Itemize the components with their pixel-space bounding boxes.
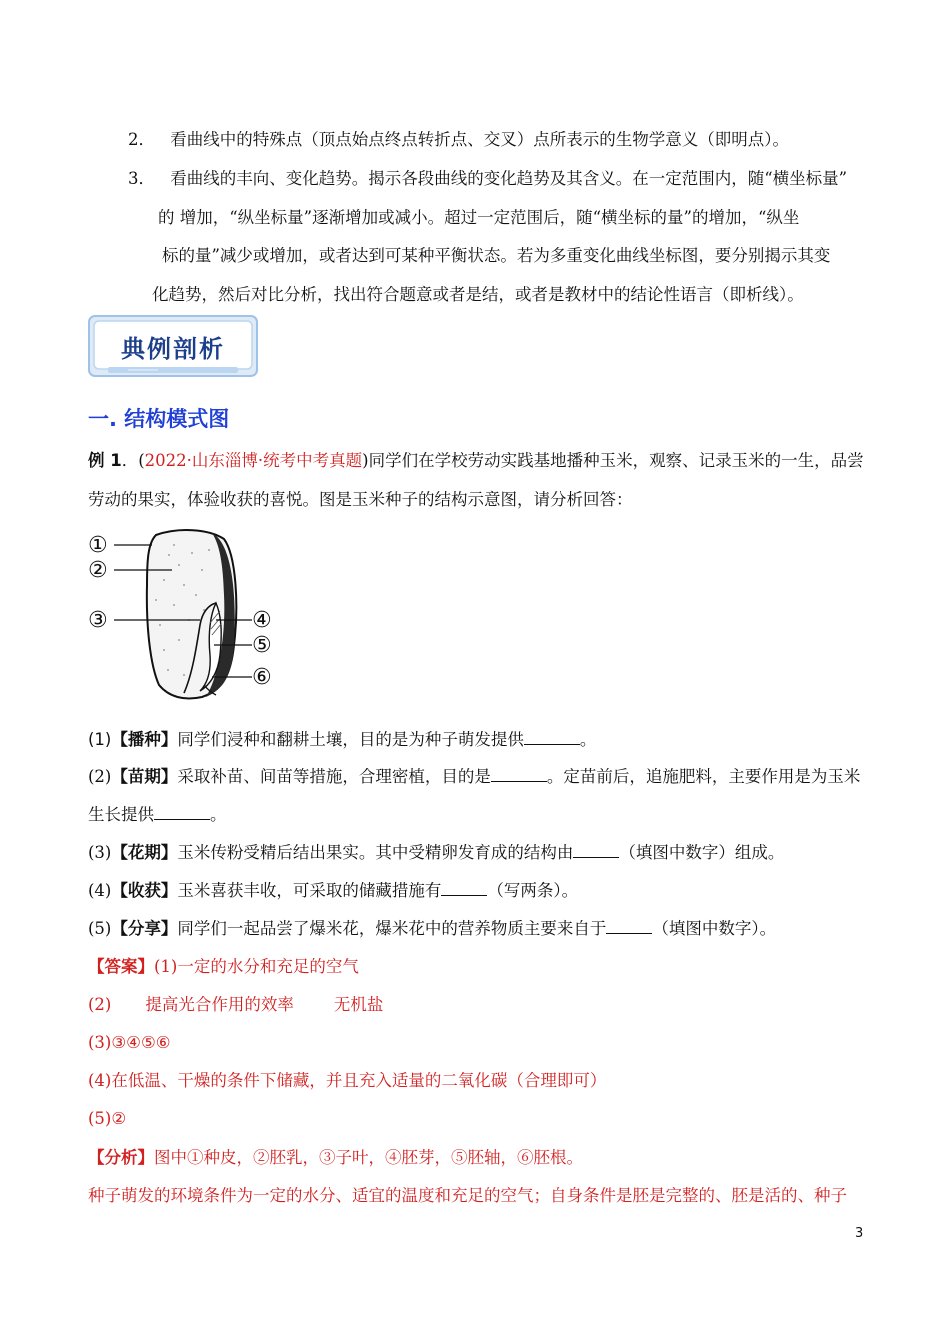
question-text: 同学们一起品尝了爆米花，爆米花中的营养物质主要来自于 — [177, 919, 607, 938]
question-1 — [88, 730, 596, 750]
figure-label-5: ⑤ — [252, 633, 272, 658]
answer-blank — [606, 919, 652, 934]
intro-item-2 — [128, 130, 789, 150]
question-text: 生长提供 — [88, 805, 154, 824]
question-end: 。 — [579, 730, 597, 749]
question-tag: 【收获】 — [111, 881, 178, 900]
item-text: 看曲线中的特殊点（顶点始点终点转折点、交叉）点所表示的生物学意义（即明点）。 — [170, 130, 789, 149]
answer-1 — [88, 957, 359, 977]
analysis-line-1 — [88, 1148, 583, 1168]
section-badge — [88, 315, 258, 377]
badge-text: 典例剖析 — [121, 335, 225, 363]
intro-item-3-line2: 的 增加，“纵坐标量”逐渐增加或减小。超过一定范围后，随“横坐标的量”的增加，“纵坐 — [158, 208, 800, 227]
section-title: 一. 结构模式图 — [88, 407, 230, 431]
answer-part-1: 提高光合作用的效率 — [145, 995, 294, 1014]
question-tag: 【苗期】 — [111, 767, 178, 786]
answer-3: (3)③④⑤⑥ — [88, 1033, 171, 1052]
analysis-line-2: 种子萌发的环境条件为一定的水分、适宜的温度和充足的空气；自身条件是胚是完整的、胚是活的、种子 — [88, 1186, 847, 1205]
item-text: 看曲线的丰向、变化趋势。揭示各段曲线的变化趋势及其含义。在一定范围内，随“横坐标量” — [170, 169, 848, 188]
answer-2 — [88, 995, 383, 1015]
answer-blank — [524, 730, 580, 745]
example-sep: ．( — [121, 451, 145, 470]
answer-blank — [154, 805, 210, 820]
question-end: 。 — [210, 805, 227, 824]
answer-text: (1)一定的水分和充足的空气 — [154, 957, 359, 976]
question-2 — [88, 767, 860, 787]
question-end: （填图中数字）组成。 — [619, 843, 785, 862]
figure-label-2: ② — [88, 558, 108, 583]
question-tag: 【播种】 — [111, 730, 178, 749]
answer-5: (5)② — [88, 1109, 127, 1128]
figure-label-3: ③ — [88, 608, 108, 633]
answer-blank — [573, 843, 619, 858]
question-mid: 。定苗前后，追施肥料，主要作用是为玉米 — [546, 767, 861, 786]
question-number: (5) — [88, 919, 112, 938]
item-number: 3． — [128, 169, 155, 188]
page-number: 3 — [855, 1226, 864, 1241]
question-tag: 【花期】 — [111, 843, 178, 862]
answer-blank — [441, 881, 487, 896]
intro-item-3 — [128, 169, 847, 189]
answer-4: (4)在低温、干燥的条件下储藏，并且充入适量的二氧化碳（合理即可） — [88, 1071, 607, 1090]
example-line-1 — [88, 451, 864, 471]
item-number: 2． — [128, 130, 155, 149]
question-text: 玉米传粉受精后结出果实。其中受精卵发育成的结构由 — [177, 843, 574, 862]
question-number: (4) — [88, 881, 112, 900]
question-text: 采取补苗、间苗等措施，合理密植，目的是 — [177, 767, 491, 786]
question-3 — [88, 843, 784, 863]
question-text: 同学们浸种和翻耕土壤，目的是为种子萌发提供 — [177, 730, 524, 749]
example-close: ) — [362, 451, 369, 470]
answer-number: (2) — [88, 995, 112, 1014]
question-tag: 【分享】 — [111, 919, 178, 938]
figure-label-6: ⑥ — [252, 665, 272, 690]
answer-tag: 【答案】 — [88, 957, 154, 976]
example-source: 2022·山东淄博·统考中考真题 — [144, 451, 363, 470]
figure-label-1: ① — [88, 533, 108, 558]
question-number: (2) — [88, 767, 112, 786]
question-5 — [88, 919, 776, 939]
corn-seed-figure — [84, 525, 284, 705]
intro-item-3-line3: 标的量”减少或增加，或者达到可某种平衡状态。若为多重变化曲线坐标图，要分别揭示其变 — [162, 246, 831, 265]
answer-blank — [491, 767, 547, 782]
question-4 — [88, 881, 578, 901]
question-text: 玉米喜获丰收，可采取的储藏措施有 — [177, 881, 442, 900]
answer-part-2: 无机盐 — [333, 995, 384, 1014]
question-number: (3) — [88, 843, 112, 862]
question-2-line-2 — [88, 805, 227, 825]
intro-item-3-line4: 化趋势，然后对比分析，找出符合题意或者是结，或者是教材中的结论性语言（即析线）。 — [152, 285, 804, 304]
example-line-2: 劳动的果实，体验收获的喜悦。图是玉米种子的结构示意图，请分析回答： — [88, 490, 633, 509]
question-number: (1) — [88, 730, 112, 749]
analysis-text: 图中①种皮，②胚乳，③子叶，④胚芽，⑤胚轴，⑥胚根。 — [154, 1148, 583, 1167]
example-label: 例 1 — [88, 451, 122, 470]
example-text: 同学们在学校劳动实践基地播种玉米，观察、记录玉米的一生，品尝 — [368, 451, 864, 470]
question-end: （写两条）。 — [487, 881, 579, 900]
analysis-tag: 【分析】 — [88, 1148, 154, 1167]
figure-label-4: ④ — [252, 608, 272, 633]
question-end: （填图中数字）。 — [652, 919, 777, 938]
